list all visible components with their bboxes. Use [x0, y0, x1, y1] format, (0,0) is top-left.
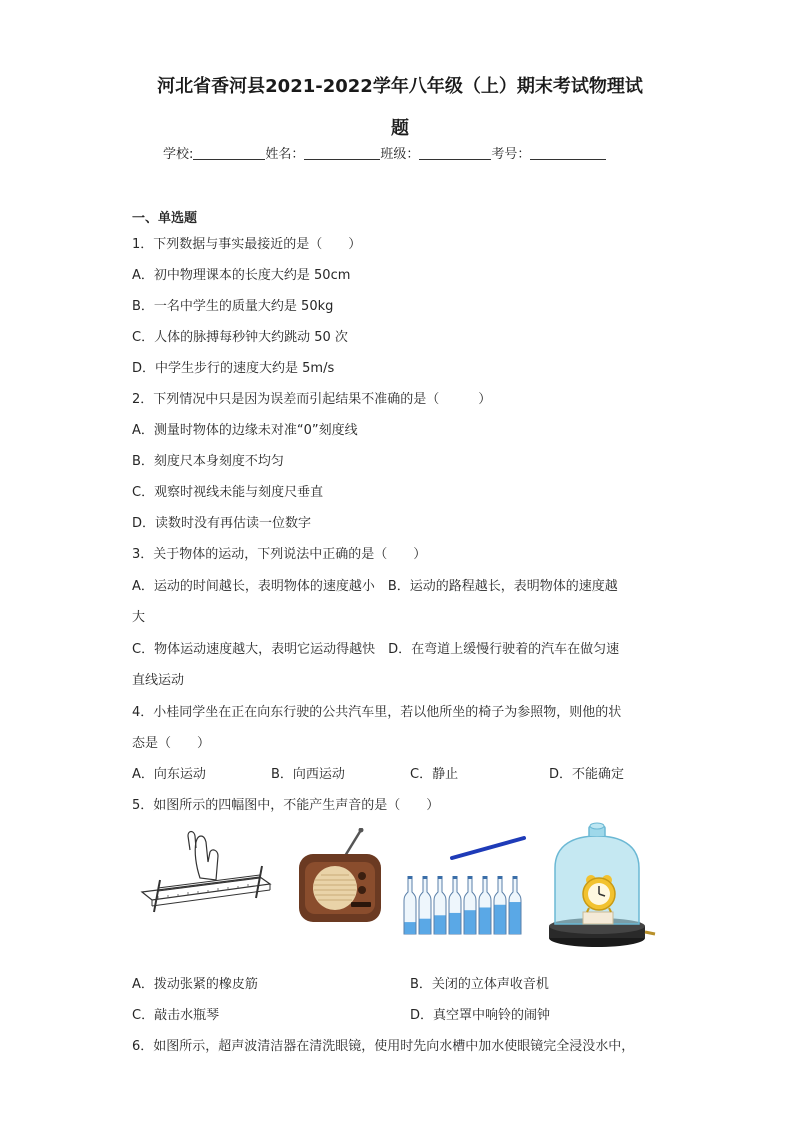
rubber-band-figure: [138, 822, 273, 922]
q4-option-a: A．向东运动: [132, 767, 206, 782]
bottle-cap: [498, 876, 503, 879]
number-label: 考号：: [491, 147, 531, 162]
title-line-1: 河北省香河县2021-2022学年八年级（上）期末考试物理试: [157, 76, 643, 97]
q2-option-c: C．观察时视线未能与刻度尺垂直: [132, 485, 324, 500]
class-label: 班级：: [380, 147, 420, 162]
school-label: 学校:: [163, 147, 194, 162]
name-blank[interactable]: [304, 146, 380, 160]
bottle-water: [435, 915, 446, 934]
q3-options-cd: C．物体运动速度越大，表明它运动得越快 D．在弯道上缓慢行驶着的汽车在做匀速: [132, 642, 620, 657]
number-blank[interactable]: [530, 146, 606, 160]
radio-figure: [295, 828, 385, 928]
q1-option-b: B．一名中学生的质量大约是 50kg: [132, 299, 334, 314]
q2-stem: 2．下列情况中只是因为误差而引起结果不准确的是（ ）: [132, 392, 492, 407]
q3-stem: 3．关于物体的运动，下列说法中正确的是（ ）: [132, 547, 427, 562]
class-blank[interactable]: [419, 146, 491, 160]
bottle-water: [420, 919, 431, 934]
bottle-water: [495, 905, 506, 934]
q1-option-d: D．中学生步行的速度大约是 5m/s: [132, 361, 335, 376]
q5-option-c: C．敲击水瓶琴: [132, 1008, 220, 1023]
q4-option-c: C．静止: [410, 767, 459, 782]
q6-stem: 6．如图所示，超声波清洁器在清洗眼镜，使用时先向水槽中加水使眼镜完全浸没水中，: [132, 1039, 635, 1054]
q3-options-ab: A．运动的时间越长，表明物体的速度越小 B．运动的路程越长，表明物体的速度越: [132, 579, 618, 594]
school-blank[interactable]: [193, 146, 265, 160]
q2-option-b: B．刻度尺本身刻度不均匀: [132, 454, 284, 469]
bottle-water: [510, 902, 521, 934]
q1-option-c: C．人体的脉搏每秒钟大约跳动 50 次: [132, 330, 348, 345]
student-info-row: [163, 143, 606, 162]
q3-options-ab-wrap: 大: [132, 610, 146, 625]
section-heading: 一、单选题: [132, 211, 198, 226]
q4-stem: 4．小桂同学坐在正在向东行驶的公共汽车里，若以他所坐的椅子为参照物，则他的状: [132, 705, 622, 720]
q1-option-a: A．初中物理课本的长度大约是 50cm: [132, 268, 351, 283]
bottle-water: [480, 907, 491, 934]
q2-option-d: D．读数时没有再估读一位数字: [132, 516, 312, 531]
bottle-cap: [483, 876, 488, 879]
name-label: 姓名：: [265, 147, 305, 162]
q3-options-cd-wrap: 直线运动: [132, 673, 185, 688]
q1-stem: 1．下列数据与事实最接近的是（ ）: [132, 237, 362, 252]
bottle-water: [465, 910, 476, 934]
q2-option-a: A．测量时物体的边缘未对准“0”刻度线: [132, 423, 358, 438]
title-line-2: 题: [391, 118, 409, 139]
bottle-cap: [408, 876, 413, 879]
q5-option-a: A．拨动张紧的橡皮筋: [132, 977, 258, 992]
water-bottle-figure: [400, 826, 530, 938]
exam-title: [130, 66, 670, 150]
q4-option-b: B．向西运动: [271, 767, 345, 782]
bottle-water: [405, 922, 416, 934]
q5-option-b: B．关闭的立体声收音机: [410, 977, 549, 992]
q5-stem: 5．如图所示的四幅图中，不能产生声音的是（ ）: [132, 798, 440, 813]
bell-jar-figure: [545, 822, 657, 950]
bottle-cap: [468, 876, 473, 879]
bottle-cap: [453, 876, 458, 879]
bottle-cap: [423, 876, 428, 879]
bottle-cap: [438, 876, 443, 879]
q4-option-d: D．不能确定: [549, 767, 625, 782]
q4-stem-wrap: 态是（ ）: [132, 736, 211, 751]
q5-option-d: D．真空罩中响铃的闹钟: [410, 1008, 551, 1023]
bottle-cap: [513, 876, 518, 879]
bottle-water: [450, 913, 461, 934]
